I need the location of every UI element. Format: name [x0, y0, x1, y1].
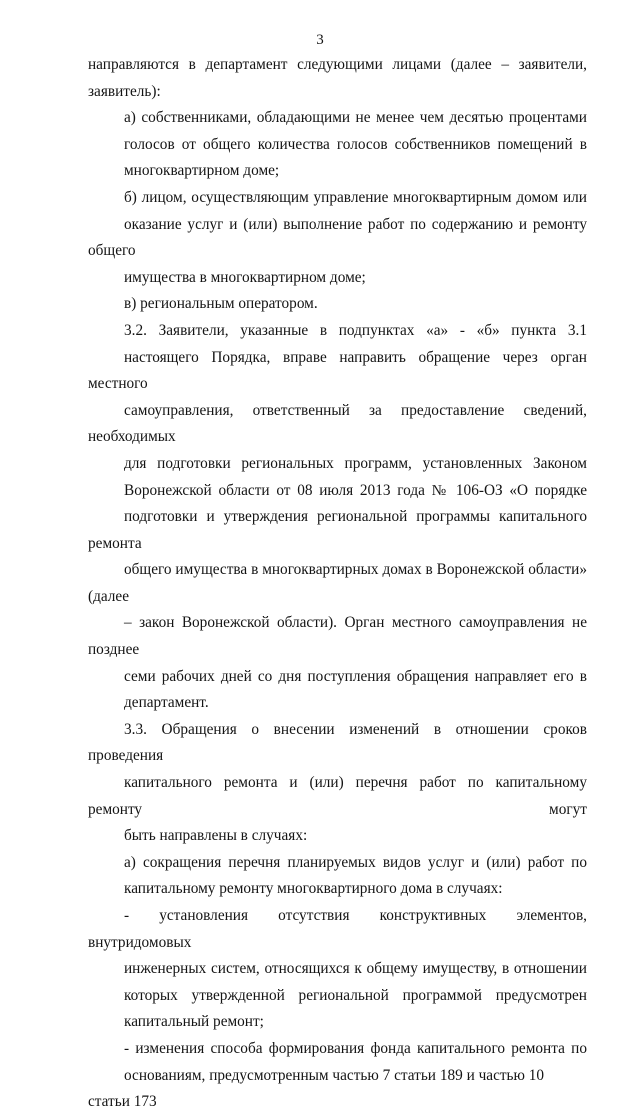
text-line: которых утвержденной региональной программой предусмотрен	[124, 986, 587, 1004]
text-line: заявитель):	[88, 82, 161, 100]
paragraph-p7	[88, 850, 587, 903]
text-line: для подготовки региональных программ, установленных Законом	[124, 454, 587, 472]
paragraph-p4	[88, 291, 587, 318]
text-line: инженерных систем, относящихся к общему имуществу, в отношении	[124, 960, 587, 978]
text-line: капитальный ремонт;	[124, 1013, 264, 1031]
text-line: семи рабочих дней со дня поступления обращения направляет его в	[124, 667, 587, 685]
text-line: а) сокращения перечня планируемых видов услуг и (или) работ по	[124, 853, 587, 871]
text-line: 3.2. Заявители, указанные в подпунктах «а» - «б» пункта 3.1	[124, 321, 587, 339]
text-line: общего имущества в многоквартирных домах в Воронежской области» (далее	[88, 561, 587, 605]
document-body	[88, 52, 587, 1116]
text-line: быть направлены в случаях:	[124, 827, 308, 845]
text-line: а) собственниками, обладающими не менее чем десятью процентами	[124, 109, 587, 127]
paragraph-p9	[88, 1036, 587, 1116]
text-line: основаниям, предусмотренным частью 7 статьи 189 и частью 10 статьи 173	[88, 1066, 545, 1111]
text-line: настоящего Порядка, вправе направить обращение через орган местного	[88, 348, 587, 393]
text-line: имущества в многоквартирном доме;	[124, 268, 366, 286]
paragraph-p5	[88, 318, 587, 717]
text-line: в) региональным оператором.	[124, 295, 318, 313]
page-number: 3	[316, 32, 324, 48]
paragraph-p3	[88, 185, 587, 291]
text-line: капитального ремонта и (или) перечня работ по капитальному ремонту могут	[88, 774, 587, 818]
text-line: многоквартирном доме;	[124, 162, 280, 180]
paragraph-p8	[88, 903, 587, 1036]
text-line: направляются в департамент следующими лицами (далее – заявители,	[88, 56, 587, 73]
text-line: капитальному ремонту многоквартирного дома в случаях:	[124, 880, 503, 898]
paragraph-p1	[88, 52, 587, 105]
paragraph-p2	[88, 105, 587, 185]
text-line: б) лицом, осуществляющим управление многоквартирным домом или	[124, 188, 587, 206]
text-line: подготовки и утверждения региональной программы капитального ремонта	[88, 508, 587, 552]
text-line: – закон Воронежской области). Орган местного самоуправления не позднее	[88, 614, 587, 659]
text-line: самоуправления, ответственный за предоставление сведений, необходимых	[88, 401, 587, 446]
text-line: - установления отсутствия конструктивных элементов, внутридомовых	[88, 907, 587, 951]
text-line: - изменения способа формирования фонда капитального ремонта по	[124, 1039, 587, 1057]
text-line: Воронежской области от 08 июля 2013 года № 106-ОЗ «О порядке	[124, 481, 587, 499]
text-line: департамент.	[124, 694, 209, 712]
paragraph-p6	[88, 717, 587, 850]
text-line: 3.3. Обращения о внесении изменений в отношении сроков проведения	[88, 720, 587, 765]
text-line: оказание услуг и (или) выполнение работ по содержанию и ремонту общего	[88, 215, 587, 260]
text-line: голосов от общего количества голосов собственников помещений в	[124, 135, 587, 153]
